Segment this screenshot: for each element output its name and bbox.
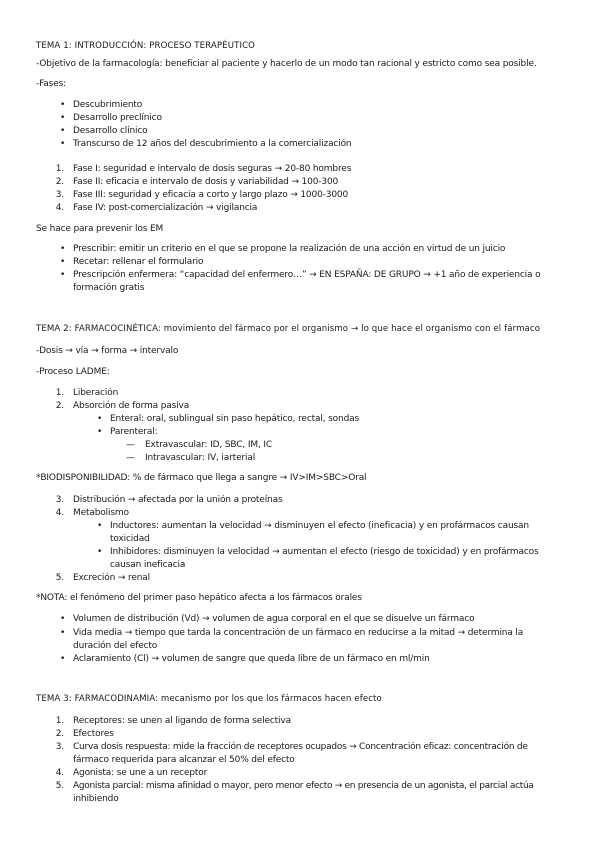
list-item: • Transcurso de 12 años del descubrimiento a la comercialización (73, 138, 352, 151)
list-item-continuation: duración del efecto (73, 641, 158, 651)
list-text: fármaco requerida para alcanzar el 50% del efecto (73, 755, 295, 765)
list-item-continuation: causan ineficacia (110, 560, 186, 570)
list-item-continuation: toxicidad (110, 534, 150, 544)
fases-label: -Fases: (36, 79, 67, 89)
list-text: Fase II: eficacia e intervalo de dosis y variabilidad → 100-300 (73, 177, 339, 187)
list-item: • Recetar: rellenar el formulario (73, 256, 203, 269)
list-number: 2. (55, 729, 64, 739)
list-number: 2. (55, 401, 64, 411)
list-item-continuation: formación gratis (73, 283, 145, 293)
list-text: Fase III: seguridad y eficacia a corto y largo plazo → 1000-3000 (73, 190, 349, 200)
list-item: • Vida media → tiempo que tarda la concentración de un fármaco en reducirse a la mitad → determina la (73, 627, 523, 640)
list-text: Fase I: seguridad e intervalo de dosis seguras → 20-80 hombres (73, 164, 352, 174)
list-item: • Prescribir: emitir un criterio en el que se propone la realización de una acción en virtud de un juicio (73, 243, 505, 256)
list-text: Curva dosis respuesta: mide la fracción de receptores ocupados → Concentración eficaz: concentración de (73, 742, 528, 752)
list-number: 4. (55, 508, 64, 518)
list-item: • Desarrollo preclínico (73, 112, 162, 125)
list-item: • Inhibidores: disminuyen la velocidad → aumentan el efecto (riesgo de toxicidad) y en profármacos (110, 546, 539, 559)
list-number: 3. (55, 190, 64, 200)
list-number: 4. (55, 768, 64, 778)
proceso-label: -Proceso LADME: (36, 367, 110, 377)
list-number: 1. (55, 388, 64, 398)
list-number: 1. (55, 164, 64, 174)
list-item: — Extravascular: ID, SBC, IM, IC (145, 439, 272, 452)
list-text: Receptores: se unen al ligando de forma selectiva (73, 716, 291, 726)
list-item: • Parenteral: (110, 426, 157, 439)
em-label: Se hace para prevenir los EM (36, 224, 164, 234)
tema1-objetivo: -Objetivo de la farmacología: beneficiar al paciente y hacerlo de un modo tan racional y estricto como sea posible. (36, 59, 537, 69)
list-number: 3. (55, 495, 64, 505)
list-text: Distribución → afectada por la unión a proteínas (73, 495, 283, 505)
list-number: 5. (55, 781, 64, 791)
tema1-title: TEMA 1: INTRODUCCIÓN: PROCESO TERAPÉUTICO (36, 41, 256, 51)
list-text: Metabolismo (73, 508, 129, 518)
list-item: • Descubrimiento (73, 99, 142, 112)
list-text: Liberación (73, 388, 119, 398)
list-item: • Aclaramiento (Cl) → volumen de sangre que queda libre de un fármaco en ml/min (73, 653, 430, 666)
tema3-title: TEMA 3: FARMACODINAMIA: mecanismo por los que los fármacos hacen efecto (36, 694, 382, 704)
list-text: Agonista: se une a un receptor (73, 768, 208, 778)
biodisponibilidad-note: *BIODISPONIBILIDAD: % de fármaco que llega a sangre → IV>IM>SBC>Oral (36, 473, 367, 483)
list-item: — Intravascular: IV, iarterial (145, 452, 255, 465)
list-text: Agonista parcial: misma afinidad o mayor, pero menor efecto → en presencia de un agonista, el parcial actúa (73, 781, 534, 791)
list-text: Efectores (73, 729, 114, 739)
list-number: 2. (55, 177, 64, 187)
list-number: 3. (55, 742, 64, 752)
list-text: Excreción → renal (73, 573, 150, 583)
list-item: • Inductores: aumentan la velocidad → disminuyen el efecto (ineficacia) y en profármacos causan (110, 520, 529, 533)
list-item: • Enteral: oral, sublingual sin paso hepático, rectal, sondas (110, 413, 359, 426)
list-item: • Prescripción enfermera: “capacidad del enfermero…” → EN ESPAÑA: DE GRUPO → +1 año de experiencia o (73, 269, 540, 282)
list-item: • Desarrollo clínico (73, 125, 148, 138)
list-number: 1. (55, 716, 64, 726)
dosis-line: -Dosis → vía → forma → intervalo (36, 346, 179, 356)
tema2-title: TEMA 2: FARMACOCINÉTICA: movimiento del fármaco por el organismo → lo que hace el organismo con el fármaco (36, 324, 541, 334)
list-text: Fase IV: post-comercialización → vigilancia (73, 203, 258, 213)
list-text: inhibiendo (73, 794, 119, 804)
list-number: 5. (55, 573, 64, 583)
list-text: Absorción de forma pasiva (73, 401, 190, 411)
nota-line: *NOTA: el fenómeno del primer paso hepático afecta a los fármacos orales (36, 593, 362, 603)
list-item: • Volumen de distribución (Vd) → volumen de agua corporal en el que se disuelve un fármaco (73, 613, 474, 626)
list-number: 4. (55, 203, 64, 213)
